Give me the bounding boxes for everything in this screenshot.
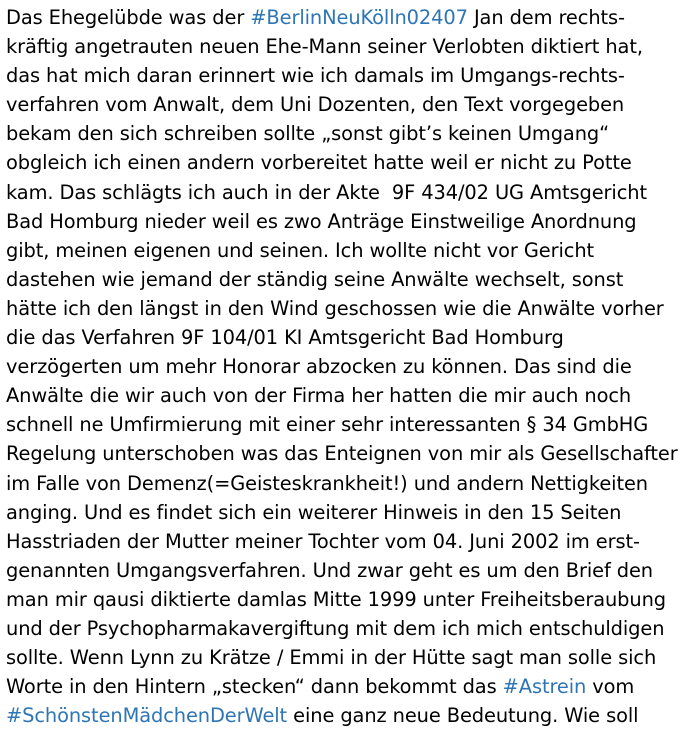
- text-line: [6, 178, 680, 207]
- text-segment: Das Ehegelübde was der: [6, 6, 251, 29]
- text-segment: schnell ne Umfirmierung mit einer sehr interessanten § 34 GmbHG: [6, 413, 649, 437]
- text-segment: das hat mich daran erinnert wie ich damals im Umgangs-rechts-: [6, 64, 625, 88]
- text-line: [6, 527, 680, 556]
- text-line: [6, 469, 680, 498]
- text-line: [6, 265, 680, 294]
- text-line: [6, 207, 680, 236]
- text-line: [6, 614, 680, 643]
- text-line: [6, 585, 680, 614]
- hashtag-link[interactable]: #BerlinNeuKölln02407: [250, 6, 468, 29]
- text-segment: Hasstriaden der Mutter meiner Tochter vom 04. Juni 2002 im erst-: [6, 529, 640, 553]
- text-line: [6, 556, 680, 585]
- text-line: [6, 148, 680, 177]
- text-line: [6, 672, 680, 701]
- hashtag-link[interactable]: #SchönstenMädchenDerWelt: [6, 704, 288, 728]
- text-line: [6, 701, 680, 730]
- text-line: [6, 643, 680, 672]
- text-segment: dastehen wie jemand der ständig seine Anwälte wechselt, sonst: [6, 267, 624, 291]
- text-line: [6, 381, 680, 410]
- text-segment: vom: [586, 675, 635, 699]
- text-segment: Anwälte die wir auch von der Firma her hatten die mir auch noch: [6, 384, 632, 408]
- text-segment: gibt, meinen eigenen und seinen. Ich wollte nicht vor Gericht: [6, 238, 595, 262]
- text-segment: verzögerten um mehr Honorar abzocken zu können. Das sind die: [6, 355, 632, 379]
- text-line: [6, 32, 680, 61]
- text-segment: Jan dem rechts-: [467, 6, 625, 29]
- text-segment: verfahren vom Anwalt, dem Uni Dozenten, den Text vorgegeben: [6, 93, 625, 117]
- text-segment: kräftig angetrauten neuen Ehe-Mann seiner Verlobten diktiert hat,: [6, 35, 643, 59]
- text-segment: obgleich ich einen andern vorbereitet hatte weil er nicht zu Potte: [6, 151, 632, 175]
- text-segment: Regelung unterschoben was das Enteignen von mir als Gesellschafter: [6, 442, 678, 466]
- text-line: [6, 294, 680, 323]
- text-segment: bekam den sich schreiben sollte „sonst gibt’s keinen Umgang“: [6, 122, 610, 146]
- text-line: [6, 439, 680, 468]
- text-segment: eine ganz neue Bedeutung. Wie soll: [287, 704, 639, 728]
- text-segment: im Falle von Demenz(=Geisteskrankheit!) und andern Nettigkeiten: [6, 471, 648, 495]
- text-segment: hätte ich den längst in den Wind geschossen wie die Anwälte vorher: [6, 296, 664, 320]
- text-segment: genannten Umgangsverfahren. Und zwar geht es um den Brief den: [6, 558, 653, 582]
- text-segment: die das Verfahren 9F 104/01 KI Amtsgericht Bad Homburg: [6, 326, 564, 350]
- text-segment: Bad Homburg nieder weil es zwo Anträge Einstweilige Anordnung: [6, 209, 637, 233]
- text-segment: man mir qausi diktierte damlas Mitte 1999 unter Freiheitsberaubung: [6, 587, 666, 611]
- text-segment: anging. Und es findet sich ein weiterer Hinweis in den 15 Seiten: [6, 500, 622, 524]
- text-line: [6, 3, 680, 32]
- text-line: [6, 498, 680, 527]
- text-segment: sollte. Wenn Lynn zu Krätze / Emmi in der Hütte sagt man solle sich: [6, 646, 657, 670]
- text-segment: Worte in den Hintern „stecken“ dann bekommt das: [6, 675, 503, 699]
- text-line: [6, 352, 680, 381]
- text-segment: kam. Das schlägts ich auch in der Akte 9F 434/02 UG Amtsgericht: [6, 180, 647, 204]
- text-line: [6, 90, 680, 119]
- text-line: [6, 236, 680, 265]
- text-line: [6, 410, 680, 439]
- text-line: [6, 323, 680, 352]
- text-line: [6, 61, 680, 90]
- text-line: [6, 119, 680, 148]
- hashtag-link[interactable]: #Astrein: [502, 675, 587, 699]
- text-segment: und der Psychopharmakavergiftung mit dem ich mich entschuldigen: [6, 616, 665, 640]
